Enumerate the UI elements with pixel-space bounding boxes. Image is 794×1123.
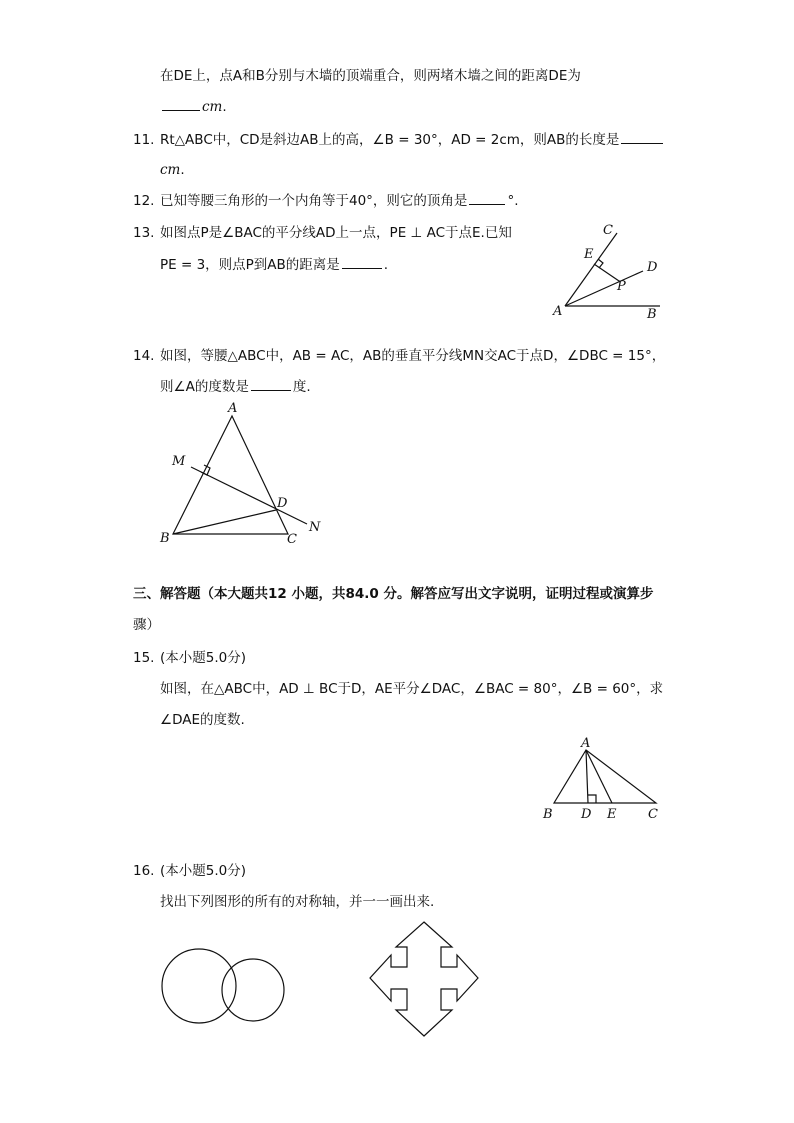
q11-number: 11. [133, 132, 155, 148]
q14-label-c: C [287, 532, 297, 547]
q10-line2: cm. [160, 98, 227, 116]
q14-label-d: D [277, 496, 288, 511]
q13-number: 13. [133, 225, 155, 241]
q15-label-e: E [607, 807, 617, 822]
q14-label-n: N [309, 520, 321, 535]
q14-line2: 则∠A的度数是 度. [160, 379, 311, 395]
q10-line1: 在DE上，点A和B分别与木墙的顶端重合，则两堵木墙之间的距离DE为 [160, 68, 581, 84]
q11-line2: cm. [160, 162, 185, 178]
q13-line2: PE = 3，则点P到AB的距离是 . [160, 257, 389, 273]
q14-label-b: B [160, 531, 170, 546]
q14-label-m: M [172, 454, 186, 469]
q15-score: (本小题5.0分) [160, 650, 247, 666]
q14-label-a: A [228, 401, 238, 416]
q16-circle-left [162, 949, 236, 1023]
q15-line2: ∠DAE的度数. [160, 712, 245, 728]
q13-label-b: B [647, 307, 657, 322]
q11-line1: Rt△ABC中，CD是斜边AB上的高，∠B = 30°，AD = 2cm，则AB的长度是 [160, 131, 665, 149]
q15-label-b: B [543, 807, 553, 822]
q16-four-arrow-shape [370, 922, 478, 1036]
q15-line1: 如图，在△ABC中，AD ⊥ BC于D，AE平分∠DAC，∠BAC = 80°，∠B = 60°，求 [160, 681, 664, 697]
q13-label-c: C [603, 223, 613, 238]
q12-number: 12. [133, 193, 155, 209]
q15-label-d: D [581, 807, 592, 822]
q16-number: 16. [133, 863, 155, 879]
q15-number: 15. [133, 650, 155, 666]
q15-label-c: C [648, 807, 658, 822]
q16-circle-right [222, 959, 284, 1021]
q13-label-a: A [553, 304, 563, 319]
q16-line1: 找出下列图形的所有的对称轴，并一一画出来. [160, 894, 435, 910]
q13-label-p: P [617, 279, 626, 294]
q12-line: 已知等腰三角形的一个内角等于40°，则它的顶角是 °. [160, 193, 519, 209]
q13-line1: 如图点P是∠BAC的平分线AD上一点，PE ⊥ AC于点E.已知 [160, 225, 512, 241]
section3-heading: 三、解答题（本大题共12 小题，共84.0 分。解答应写出文字说明，证明过程或演算步 [133, 586, 654, 602]
q14-number: 14. [133, 348, 155, 364]
q13-label-d: D [647, 260, 658, 275]
section3-heading-cont: 骤） [133, 617, 160, 633]
q15-label-a: A [581, 736, 591, 751]
q14-line1: 如图，等腰△ABC中，AB = AC，AB的垂直平分线MN交AC于点D，∠DBC = 15°， [160, 348, 666, 364]
q13-label-e: E [584, 247, 594, 262]
q16-score: (本小题5.0分) [160, 863, 247, 879]
